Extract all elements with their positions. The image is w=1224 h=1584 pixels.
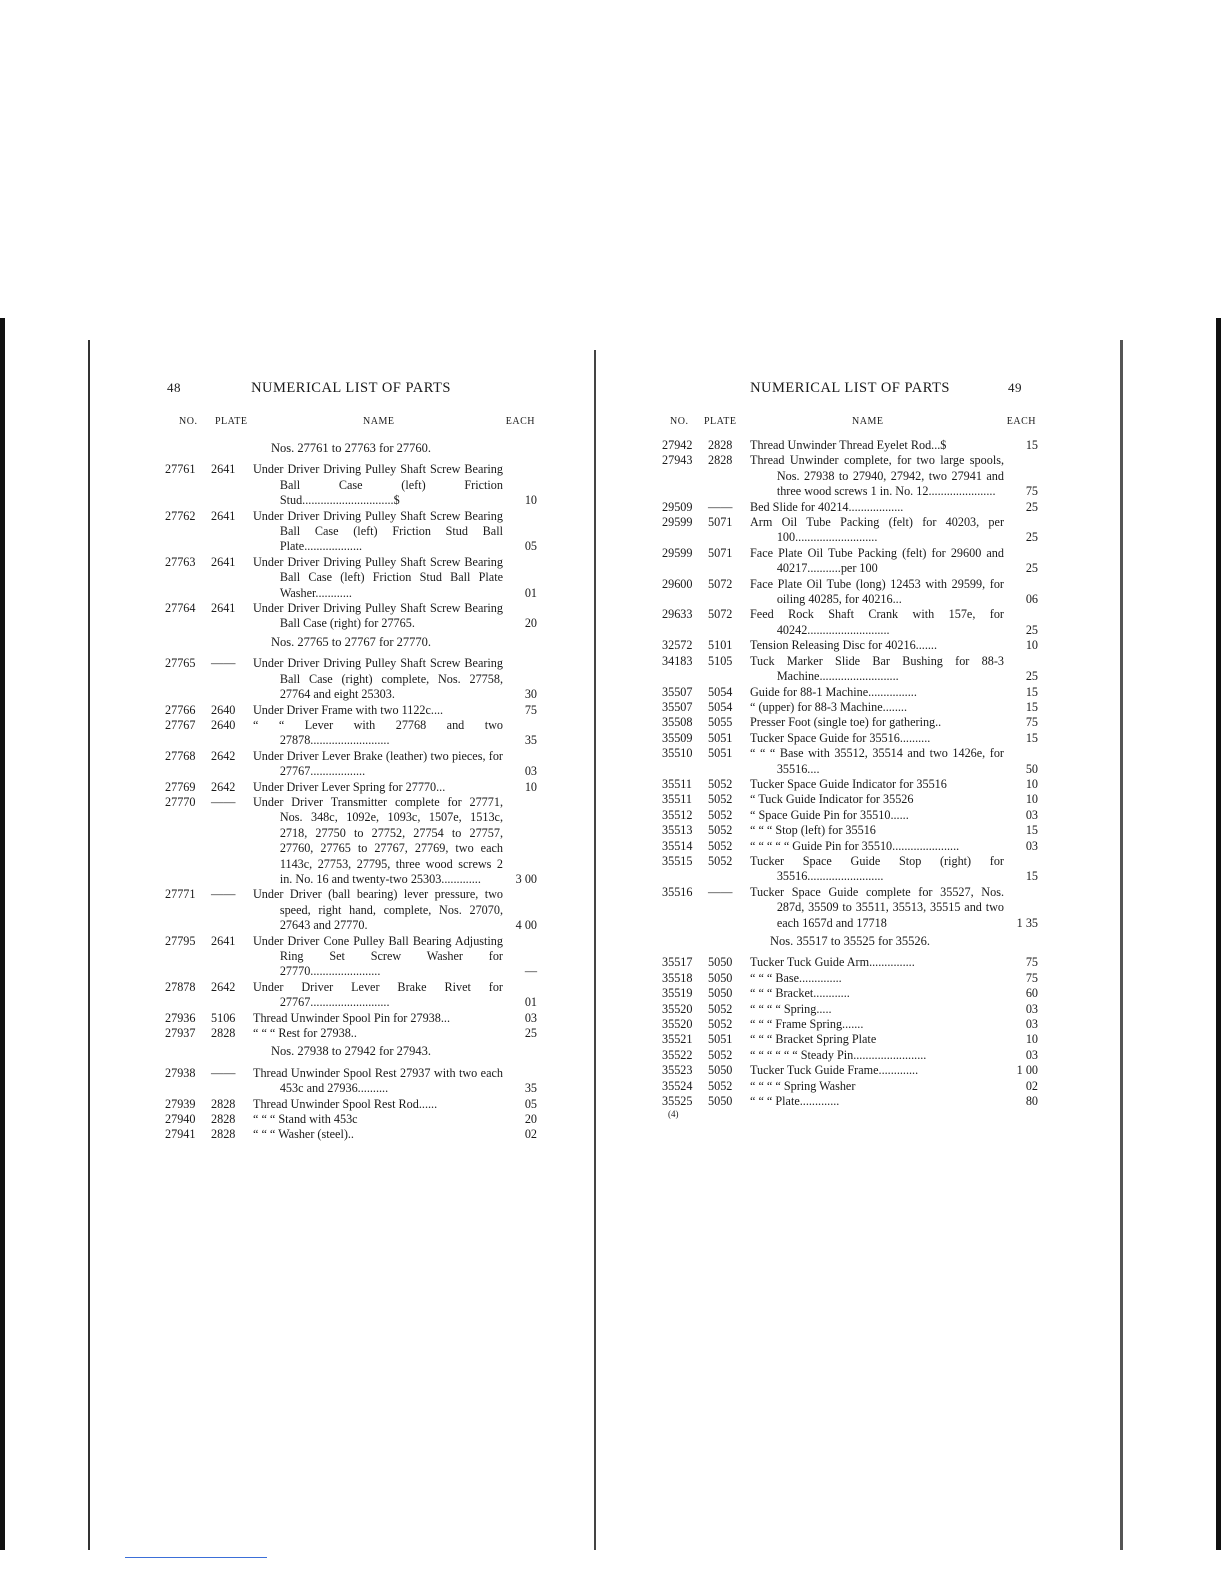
- right-parts-list: [662, 438, 1038, 1109]
- part-number: 35517: [662, 955, 693, 970]
- part-price: 20: [524, 616, 537, 631]
- plate-number: 5055: [708, 715, 733, 730]
- part-name: Guide for 88-1 Machine................: [750, 684, 917, 699]
- plate-number: 2642: [211, 748, 236, 763]
- part-name: Tucker Space Guide complete for 35527, Nos. 287d, 35509 to 35511, 35513, 35515 and two each 1657d and 17718: [750, 884, 1004, 930]
- part-price: 50: [1025, 761, 1038, 776]
- part-price: 1 00: [1016, 1063, 1038, 1078]
- part-row: [662, 854, 1038, 885]
- plate-number: 5051: [708, 746, 733, 761]
- plate-number: 5052: [708, 853, 733, 868]
- part-row: [662, 955, 1038, 970]
- part-price: 10: [1025, 776, 1038, 791]
- part-number: 35521: [662, 1032, 693, 1047]
- plate-number: 5106: [211, 1010, 236, 1025]
- part-number: 27762: [165, 508, 196, 523]
- part-price: 25: [524, 1026, 537, 1041]
- plate-number: ——: [211, 656, 236, 671]
- part-name: Under Driver Lever Brake (leather) two pieces, for 27767..................: [253, 748, 503, 779]
- part-number: 27769: [165, 779, 196, 794]
- right-column-headers: [662, 416, 1038, 438]
- part-row: [662, 792, 1038, 807]
- part-price: 10: [524, 779, 537, 794]
- part-price: 03: [524, 1010, 537, 1025]
- plate-number: 5071: [708, 515, 733, 530]
- part-name: “ “ “ “ “ “ Steady Pin........................: [750, 1047, 927, 1062]
- part-price: 10: [1025, 638, 1038, 653]
- plate-number: 2640: [211, 702, 236, 717]
- plate-number: 5050: [708, 970, 733, 985]
- right-page-title: NUMERICAL LIST OF PARTS: [750, 380, 950, 396]
- plate-number: 2641: [211, 554, 236, 569]
- part-price: 03: [1025, 1047, 1038, 1062]
- right-page: [662, 380, 1038, 1119]
- part-row: [662, 777, 1038, 792]
- part-price: 03: [524, 764, 537, 779]
- part-name: Bed Slide for 40214..................: [750, 499, 904, 514]
- part-name: Tucker Tuck Guide Frame.............: [750, 1063, 919, 1078]
- part-name: “ “ “ Base with 35512, 35514 and two 1426e, for 35516....: [750, 746, 1004, 776]
- part-price: 02: [1025, 1078, 1038, 1093]
- part-price: —: [524, 964, 537, 979]
- part-number: 35525: [662, 1094, 693, 1109]
- part-row: [662, 638, 1038, 653]
- part-name: Under Driver Driving Pulley Shaft Screw Bearing Ball Case (left) Friction Stud Ball Plate Washer............: [253, 554, 503, 600]
- part-price: 03: [1025, 838, 1038, 853]
- part-row: [662, 986, 1038, 1001]
- part-name: Tension Releasing Disc for 40216.......: [750, 638, 938, 653]
- part-number: 35523: [662, 1063, 693, 1078]
- col-no: NO.: [670, 416, 689, 427]
- part-price: 15: [1025, 823, 1038, 838]
- part-name: Under Driver Transmitter complete for 27771, Nos. 348c, 1092e, 1093c, 1507e, 1513c, 2718, 27750 to 27752, 27754 to 27757, 27760, 27765 to 27767, 27769, two each 1143c, 27753, 27795, three wood screws 2 in. No. 16 and twenty-two 25303.............: [253, 794, 503, 886]
- part-row: [662, 577, 1038, 608]
- part-price: 06: [1025, 592, 1038, 607]
- part-name: Thread Unwinder Spool Pin for 27938...: [253, 1010, 451, 1025]
- part-name: “ “ “ Plate.............: [750, 1094, 840, 1109]
- part-name: “ “ “ Stand with 453c: [253, 1112, 358, 1127]
- part-price: 25: [1025, 561, 1038, 576]
- part-row: [165, 462, 537, 508]
- part-name: “ “ Lever with 27768 and two 27878..........................: [253, 717, 503, 748]
- part-price: 75: [524, 702, 537, 717]
- plate-number: 5052: [708, 1017, 733, 1032]
- plate-number: 2641: [211, 933, 236, 948]
- right-page-number: 49: [1008, 380, 1022, 395]
- left-page-curve: [88, 340, 90, 1550]
- part-price: 02: [524, 1127, 537, 1142]
- part-row: [662, 1094, 1038, 1109]
- part-number: 35520: [662, 1001, 693, 1016]
- plate-number: 5052: [708, 1047, 733, 1062]
- left-scan-border: [0, 318, 5, 1550]
- part-row: [662, 1079, 1038, 1094]
- part-number: 35511: [662, 792, 693, 807]
- part-row: [662, 453, 1038, 499]
- left-page-header: [165, 380, 537, 410]
- plate-number: 5050: [708, 986, 733, 1001]
- part-name: “ “ “ Rest for 27938..: [253, 1026, 357, 1041]
- part-row: [662, 1032, 1038, 1047]
- part-row: [662, 1017, 1038, 1032]
- part-name: Thread Unwinder complete, for two large spools, Nos. 27938 to 27940, 27942, two 27941 and three wood screws 1 in. No. 12......................: [750, 453, 1004, 499]
- part-name: Under Driver Driving Pulley Shaft Screw Bearing Ball Case (right) for 27765.: [253, 601, 503, 631]
- part-price: 30: [524, 687, 537, 702]
- col-each: EACH: [505, 416, 535, 427]
- part-number: 27767: [165, 717, 196, 732]
- part-row: [662, 438, 1038, 453]
- part-name: Under Driver Cone Pulley Ball Bearing Adjusting Ring Set Screw Washer for 27770.......................: [253, 933, 503, 979]
- plate-number: 2828: [708, 438, 733, 452]
- part-name: “ “ “ “ “ Guide Pin for 35510......................: [750, 838, 960, 853]
- right-page-header: [662, 380, 1038, 410]
- plate-number: 5071: [708, 545, 733, 560]
- plate-number: 2641: [211, 601, 236, 616]
- part-name: “ “ “ Bracket............: [750, 986, 850, 1001]
- part-price: 3 00: [515, 871, 537, 886]
- part-number: 27941: [165, 1127, 196, 1142]
- bottom-divider-line: [125, 1557, 267, 1558]
- part-price: 4 00: [515, 918, 537, 933]
- part-name: Tucker Tuck Guide Arm...............: [750, 955, 915, 970]
- col-plate: PLATE: [215, 416, 248, 427]
- part-number: 35509: [662, 730, 693, 745]
- part-row: [662, 500, 1038, 515]
- part-name: Face Plate Oil Tube Packing (felt) for 29600 and 40217...........per 100: [750, 545, 1004, 576]
- col-name: NAME: [363, 416, 395, 427]
- plate-number: 5052: [708, 1001, 733, 1016]
- part-name: Under Driver Driving Pulley Shaft Screw Bearing Ball Case (left) Friction Stud..............................$: [253, 462, 503, 508]
- part-name: “ “ “ Stop (left) for 35516: [750, 823, 876, 838]
- part-price: 05: [524, 539, 537, 554]
- part-row: [165, 656, 537, 702]
- part-price: 80: [1025, 1094, 1038, 1109]
- plate-number: 5050: [708, 955, 733, 970]
- part-name: Under Driver Frame with two 1122c....: [253, 702, 444, 717]
- part-row: [165, 509, 537, 555]
- part-row: [662, 685, 1038, 700]
- plate-number: 5101: [708, 638, 733, 653]
- plate-number: 2640: [211, 717, 236, 732]
- part-price: 15: [1025, 730, 1038, 745]
- plate-number: 5054: [708, 699, 733, 714]
- part-number: 27942: [662, 438, 693, 452]
- part-name: Thread Unwinder Spool Rest Rod......: [253, 1096, 438, 1111]
- part-price: 15: [1025, 438, 1038, 452]
- part-number: 27936: [165, 1010, 196, 1025]
- part-name: Tucker Space Guide for 35516..........: [750, 730, 931, 745]
- part-price: 01: [524, 585, 537, 600]
- part-number: 27764: [165, 601, 196, 616]
- part-name: “ (upper) for 88-3 Machine........: [750, 699, 908, 714]
- plate-number: 5052: [708, 807, 733, 822]
- part-row: [165, 1112, 537, 1127]
- plate-number: 2828: [211, 1112, 236, 1127]
- part-price: 10: [524, 493, 537, 508]
- part-name: Under Driver (ball bearing) lever pressure, two speed, right hand, complete, Nos. 27070, 27643 and 27770.: [253, 887, 503, 933]
- plate-number: 2828: [211, 1026, 236, 1041]
- col-each: EACH: [1006, 416, 1036, 427]
- part-number: 32572: [662, 638, 693, 653]
- part-name: Thread Unwinder Spool Rest 27937 with two each 453c and 27936..........: [253, 1065, 503, 1096]
- part-number: 27939: [165, 1096, 196, 1111]
- part-name: Feed Rock Shaft Crank with 157e, for 40242...........................: [750, 607, 1004, 637]
- part-price: 25: [1025, 669, 1038, 684]
- part-number: 35507: [662, 684, 693, 699]
- part-number: 35522: [662, 1047, 693, 1062]
- plate-number: 2642: [211, 779, 236, 794]
- plate-number: ——: [211, 794, 236, 809]
- part-name: “ Tuck Guide Indicator for 35526: [750, 792, 914, 807]
- part-name: Tucker Space Guide Stop (right) for 35516.........................: [750, 853, 1004, 884]
- left-column-headers: [165, 416, 537, 438]
- part-name: Under Driver Driving Pulley Shaft Screw Bearing Ball Case (left) Friction Stud Ball Plate...................: [253, 508, 503, 554]
- left-parts-list: [165, 438, 537, 1143]
- part-price: 10: [1025, 1032, 1038, 1047]
- part-row: [662, 808, 1038, 823]
- plate-number: 5072: [708, 607, 733, 622]
- plate-number: 5050: [708, 1094, 733, 1109]
- part-number: 35508: [662, 715, 693, 730]
- part-number: 35524: [662, 1078, 693, 1093]
- part-row: [165, 555, 537, 601]
- right-page-edge: [1120, 340, 1123, 1550]
- plate-number: 5051: [708, 1032, 733, 1047]
- part-price: 20: [524, 1112, 537, 1127]
- part-number: 29599: [662, 515, 693, 530]
- part-row: [662, 1002, 1038, 1017]
- part-row: [662, 885, 1038, 931]
- part-price: 10: [1025, 792, 1038, 807]
- part-name: “ “ “ “ Spring Washer: [750, 1078, 856, 1093]
- part-row: [662, 746, 1038, 777]
- part-price: 75: [1025, 484, 1038, 499]
- part-row: [662, 1048, 1038, 1063]
- part-price: 25: [1025, 622, 1038, 637]
- part-price: 1 35: [1016, 915, 1038, 930]
- plate-number: 5050: [708, 1063, 733, 1078]
- part-number: 29509: [662, 499, 693, 514]
- part-row: [662, 839, 1038, 854]
- plate-number: 5052: [708, 776, 733, 791]
- plate-number: 2828: [211, 1127, 236, 1142]
- plate-number: ——: [708, 884, 733, 899]
- part-price: 35: [524, 1081, 537, 1096]
- plate-number: 5072: [708, 576, 733, 591]
- part-name: Arm Oil Tube Packing (felt) for 40203, per 100...........................: [750, 515, 1004, 545]
- part-row: [165, 703, 537, 718]
- part-row: [662, 607, 1038, 638]
- part-name: “ “ “ Frame Spring.......: [750, 1017, 864, 1032]
- part-number: 27771: [165, 887, 196, 902]
- part-name: “ “ “ “ Spring.....: [750, 1001, 832, 1016]
- plate-number: 5052: [708, 1078, 733, 1093]
- part-number: 29600: [662, 576, 693, 591]
- part-row: [165, 718, 537, 749]
- part-number: 27770: [165, 794, 196, 809]
- plate-number: 2641: [211, 462, 236, 477]
- section-heading: Nos. 35517 to 35525 for 35526.: [769, 934, 931, 948]
- part-price: 03: [1025, 1001, 1038, 1016]
- part-name: Tucker Space Guide Indicator for 35516: [750, 776, 947, 791]
- plate-number: 2828: [211, 1096, 236, 1111]
- part-row: [165, 1097, 537, 1112]
- part-price: 03: [1025, 807, 1038, 822]
- right-scan-border: [1216, 318, 1221, 1550]
- part-row: [165, 795, 537, 887]
- left-page-title: NUMERICAL LIST OF PARTS: [251, 380, 451, 396]
- part-number: 29599: [662, 545, 693, 560]
- part-row: [662, 823, 1038, 838]
- part-row: [165, 980, 537, 1011]
- part-row: [165, 749, 537, 780]
- part-number: 35519: [662, 986, 693, 1001]
- part-row: [662, 654, 1038, 685]
- section-heading: Nos. 27765 to 27767 for 27770.: [270, 634, 432, 649]
- part-row: [165, 1011, 537, 1026]
- part-number: 35514: [662, 838, 693, 853]
- part-number: 27766: [165, 702, 196, 717]
- part-price: 15: [1025, 699, 1038, 714]
- plate-number: ——: [211, 1065, 236, 1080]
- part-row: [662, 515, 1038, 546]
- part-price: 03: [1025, 1017, 1038, 1032]
- part-number: 35507: [662, 699, 693, 714]
- part-number: 27938: [165, 1065, 196, 1080]
- part-row: [165, 934, 537, 980]
- book-spine: [594, 350, 596, 1550]
- part-number: 27943: [662, 453, 693, 468]
- part-price: 75: [1025, 970, 1038, 985]
- page-footnote: (4): [668, 1109, 679, 1120]
- part-name: Face Plate Oil Tube (long) 12453 with 29599, for oiling 40285, for 40216...: [750, 576, 1004, 607]
- part-number: 27937: [165, 1026, 196, 1041]
- part-row: [662, 715, 1038, 730]
- part-row: [662, 546, 1038, 577]
- plate-number: 5052: [708, 792, 733, 807]
- part-price: 35: [524, 733, 537, 748]
- part-number: 27940: [165, 1112, 196, 1127]
- part-number: 35511: [662, 776, 693, 791]
- part-number: 35520: [662, 1017, 693, 1032]
- plate-number: 5052: [708, 823, 733, 838]
- part-row: [165, 887, 537, 933]
- part-number: 35510: [662, 746, 693, 761]
- part-name: Tuck Marker Slide Bar Bushing for 88-3 Machine..........................: [750, 653, 1004, 684]
- part-price: 25: [1025, 499, 1038, 514]
- part-number: 27878: [165, 979, 196, 994]
- part-price: 05: [524, 1096, 537, 1111]
- plate-number: 2641: [211, 508, 236, 523]
- part-price: 01: [524, 995, 537, 1010]
- col-name: NAME: [852, 416, 884, 427]
- left-page: [165, 380, 537, 1143]
- part-number: 35513: [662, 823, 693, 838]
- part-number: 27765: [165, 656, 196, 671]
- part-name: Thread Unwinder Thread Eyelet Rod...$: [750, 438, 947, 452]
- part-number: 27795: [165, 933, 196, 948]
- plate-number: 5054: [708, 684, 733, 699]
- part-row: [165, 1026, 537, 1041]
- part-price: 75: [1025, 955, 1038, 970]
- plate-number: 5052: [708, 838, 733, 853]
- part-name: “ “ “ Bracket Spring Plate: [750, 1032, 877, 1047]
- part-price: 15: [1025, 684, 1038, 699]
- part-price: 25: [1025, 530, 1038, 545]
- part-row: [662, 731, 1038, 746]
- plate-number: 2642: [211, 979, 236, 994]
- plate-number: 5105: [708, 653, 733, 668]
- part-number: 35512: [662, 807, 693, 822]
- section-heading: Nos. 27761 to 27763 for 27760.: [270, 441, 432, 455]
- part-number: 27761: [165, 462, 196, 477]
- part-row: [662, 971, 1038, 986]
- plate-number: ——: [211, 887, 236, 902]
- part-number: 27763: [165, 554, 196, 569]
- part-name: Under Driver Lever Brake Rivet for 27767..........................: [253, 979, 503, 1010]
- part-price: 15: [1025, 869, 1038, 884]
- part-name: Presser Foot (single toe) for gathering..: [750, 715, 942, 730]
- part-price: 75: [1025, 715, 1038, 730]
- col-no: NO.: [179, 416, 198, 427]
- left-page-number: 48: [167, 380, 181, 395]
- part-number: 35518: [662, 970, 693, 985]
- part-price: 60: [1025, 986, 1038, 1001]
- part-number: 35516: [662, 884, 693, 899]
- plate-number: 5051: [708, 730, 733, 745]
- plate-number: 2828: [708, 453, 733, 468]
- section-heading: Nos. 27938 to 27942 for 27943.: [270, 1044, 432, 1059]
- part-number: 34183: [662, 653, 693, 668]
- part-number: 29633: [662, 607, 693, 622]
- col-plate: PLATE: [704, 416, 737, 427]
- part-name: Under Driver Driving Pulley Shaft Screw Bearing Ball Case (right) complete, Nos. 27758, 27764 and eight 25303.: [253, 656, 503, 702]
- part-name: “ Space Guide Pin for 35510......: [750, 807, 909, 822]
- plate-number: ——: [708, 499, 733, 514]
- part-name: Under Driver Lever Spring for 27770...: [253, 779, 446, 794]
- part-number: 27768: [165, 748, 196, 763]
- part-row: [165, 1127, 537, 1142]
- part-row: [165, 1066, 537, 1097]
- part-name: “ “ “ Base..............: [750, 970, 842, 985]
- part-row: [165, 601, 537, 632]
- part-row: [662, 700, 1038, 715]
- part-row: [165, 780, 537, 795]
- part-number: 35515: [662, 853, 693, 868]
- part-name: “ “ “ Washer (steel)..: [253, 1127, 354, 1142]
- part-row: [662, 1063, 1038, 1078]
